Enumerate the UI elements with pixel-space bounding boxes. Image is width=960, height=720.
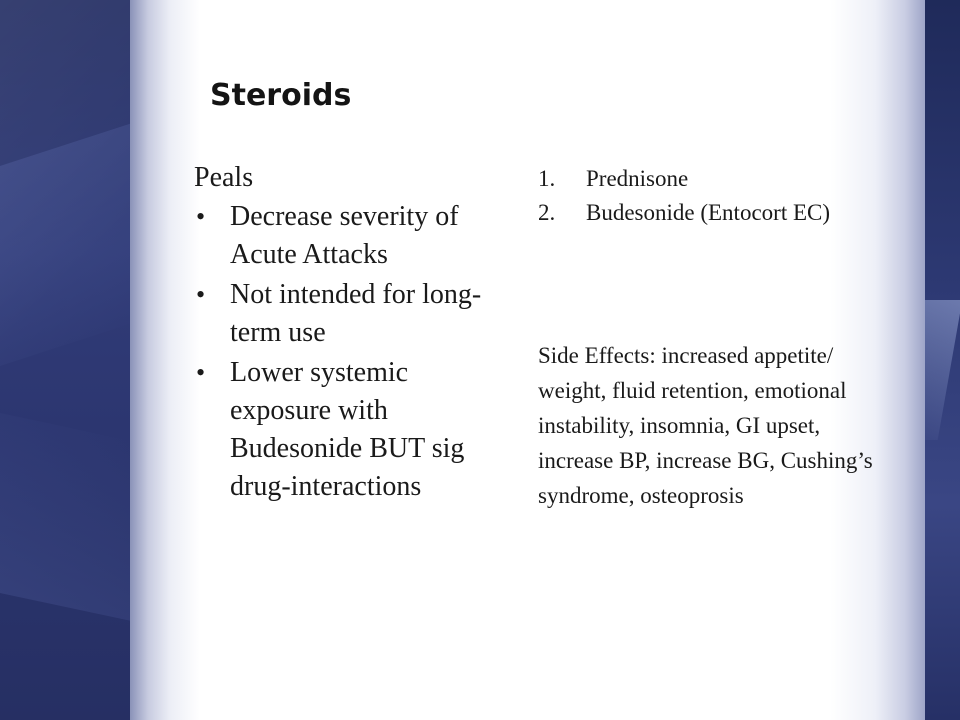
bullet-dot-icon: • [196,280,206,309]
bullet-item [194,198,514,274]
bullet-dot-icon: • [196,202,206,231]
list-item [538,162,878,196]
peals-section [194,160,514,506]
bullet-text: Decrease severity of Acute Attacks [230,201,459,270]
drug-list-section [538,162,878,230]
bullet-item [194,276,514,352]
drug-name: Budesonide (Entocort EC) [586,200,831,225]
peals-heading: Peals [194,162,254,193]
list-item [538,196,878,230]
drug-name: Prednisone [586,166,689,191]
slide-title: Steroids [210,78,352,113]
list-number: 1. [538,166,556,191]
peals-bullet-list [194,198,514,506]
bullet-text: Not intended for long-term use [230,279,482,348]
bullet-text: Lower systemic exposure with Budesonide BUT sig drug-interactions [230,357,465,502]
drug-numbered-list [538,162,878,230]
side-effects-text: Side Effects: increased appetite/ weight, fluid retention, emotional instability, insomnia, GI upset, increase BP, increase BG, Cushing’s syndrome, osteoprosis [538,343,873,508]
bullet-item [194,354,514,506]
list-number: 2. [538,200,556,225]
bullet-dot-icon: • [196,358,206,387]
